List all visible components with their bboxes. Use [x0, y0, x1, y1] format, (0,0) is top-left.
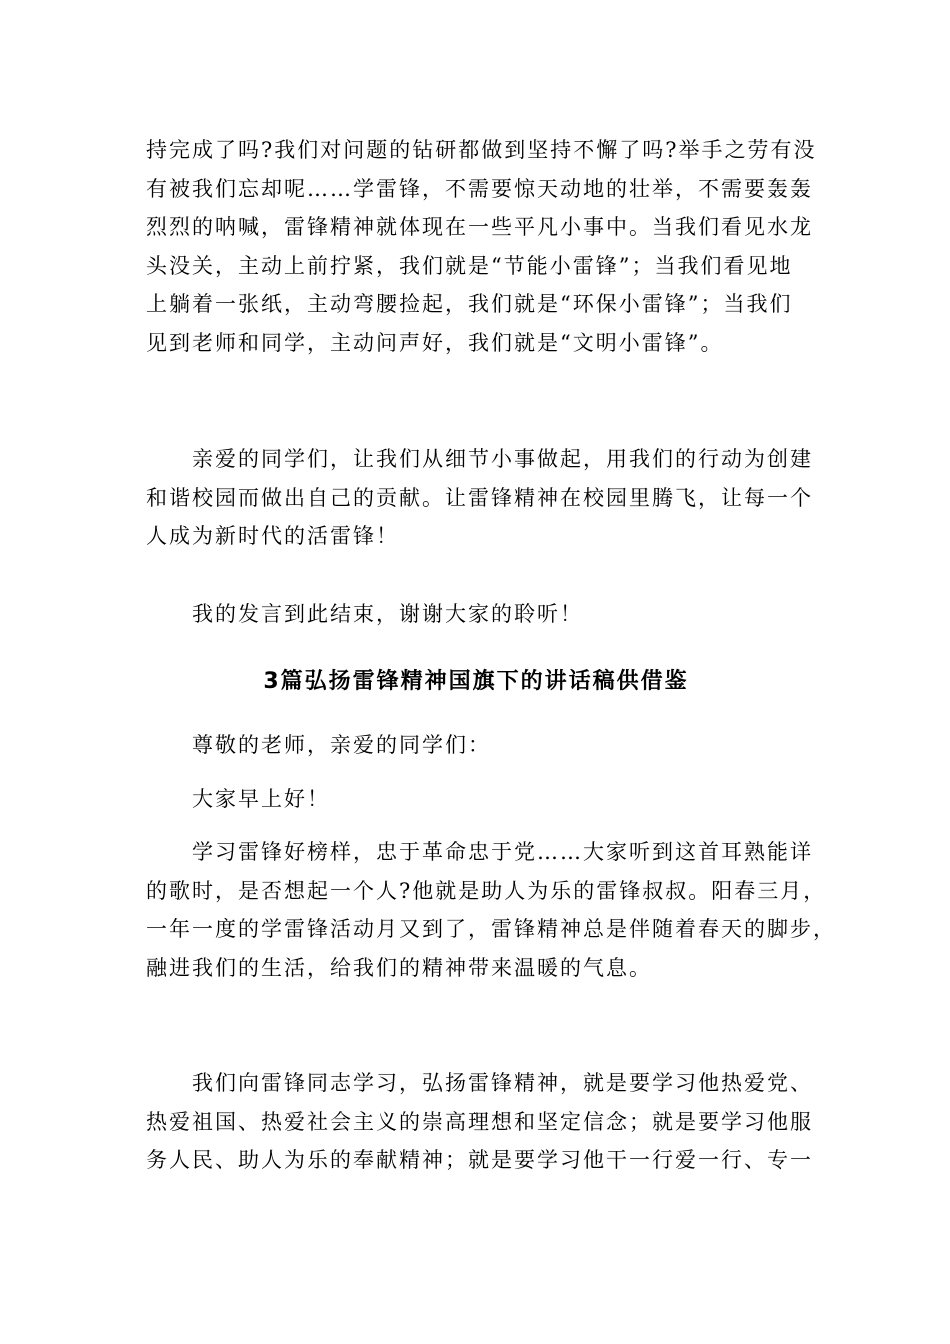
- morning-line: 大家早上好！: [192, 787, 330, 811]
- paragraph-line: 上躺着一张纸，主动弯腰捡起，我们就是“环保小雷锋”；当我们: [146, 292, 793, 316]
- paragraph-4: [146, 833, 836, 987]
- paragraph-line: 的歌时，是否想起一个人?他就是助人为乐的雷锋叔叔。阳春三月，: [146, 878, 827, 903]
- paragraph-line: 务人民、助人为乐的奉献精神；就是要学习他干一行爱一行、专一: [146, 1148, 813, 1172]
- paragraph-line: 一年一度的学雷锋活动月又到了，雷锋精神总是伴随着春天的脚步，: [146, 917, 836, 941]
- paragraph-line: 融进我们的生活，给我们的精神带来温暖的气息。: [146, 955, 652, 980]
- paragraph-line: 有被我们忘却呢……学雷锋，不需要惊天动地的壮举，不需要轰轰: [146, 176, 813, 201]
- paragraph-line: 烈烈的呐喊，雷锋精神就体现在一些平凡小事中。当我们看见水龙: [146, 215, 813, 239]
- greeting-line: 尊敬的老师，亲爱的同学们：: [192, 733, 491, 757]
- paragraph-line: 热爱祖国、热爱社会主义的崇高理想和坚定信念；就是要学习他服: [146, 1109, 813, 1134]
- paragraph-line: 头没关，主动上前拧紧，我们就是“节能小雷锋”；当我们看见地: [146, 253, 793, 278]
- paragraph-5: [146, 1064, 813, 1180]
- paragraph-line: 亲爱的同学们，让我们从细节小事做起，用我们的行动为创建: [192, 447, 813, 471]
- paragraph-line: 人成为新时代的活雷锋！: [146, 524, 399, 548]
- paragraph-line: 我的发言到此结束，谢谢大家的聆听！: [192, 602, 583, 626]
- greeting: [146, 726, 806, 765]
- document-title: 3篇弘扬雷锋精神国旗下的讲话稿供借鉴: [263, 669, 689, 694]
- paragraph-2: [146, 440, 813, 556]
- morning-greeting: [146, 780, 806, 819]
- paragraph-1: [146, 131, 817, 362]
- paragraph-line: 持完成了吗?我们对问题的钻研都做到坚持不懈了吗?举手之劳有没: [146, 138, 817, 162]
- paragraph-line: 和谐校园而做出自己的贡献。让雷锋精神在校园里腾飞，让每一个: [146, 485, 813, 510]
- paragraph-3: [146, 595, 806, 634]
- paragraph-line: 我们向雷锋同志学习，弘扬雷锋精神，就是要学习他热爱党、: [192, 1071, 813, 1095]
- paragraph-line: 见到老师和同学，主动问声好，我们就是“文明小雷锋”。: [146, 330, 724, 355]
- paragraph-line: 学习雷锋好榜样，忠于革命忠于党……大家听到这首耳熟能详: [192, 840, 813, 864]
